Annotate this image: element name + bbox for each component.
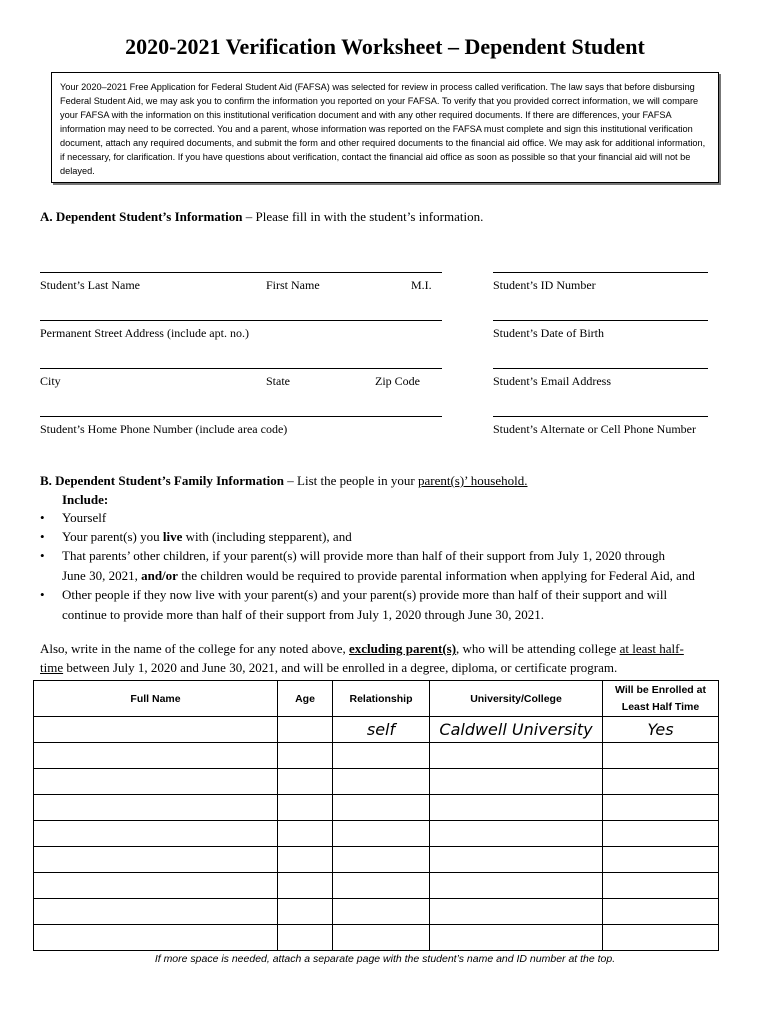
cell-age[interactable]	[278, 821, 333, 847]
cell-enrolled[interactable]	[603, 899, 719, 925]
footer-note: If more space is needed, attach a separate page with the student’s name and ID number at the top.	[154, 953, 616, 965]
home-phone-label: Student’s Home Phone Number (include area code)	[40, 422, 288, 436]
also-line2: time between July 1, 2020 and June 30, 2021, and will be enrolled in a degree, diploma, or certificate program.	[40, 660, 618, 675]
cell-name[interactable]	[34, 925, 278, 951]
section-a-title: Dependent Student’s Information	[55, 209, 243, 224]
family-table	[33, 680, 719, 951]
cell-name[interactable]	[34, 795, 278, 821]
bullet-yourself: Yourself	[62, 510, 107, 525]
cell-name[interactable]	[34, 717, 278, 743]
cell-relationship[interactable]	[333, 769, 430, 795]
cell-name[interactable]	[34, 743, 278, 769]
cell-name[interactable]	[34, 847, 278, 873]
bullet-children-line1: That parents’ other children, if your parent(s) will provide more than half of their support from July 1, 2020 through	[62, 548, 666, 563]
cell-age[interactable]	[278, 925, 333, 951]
bullet-dot: •	[40, 548, 45, 563]
cell-age[interactable]	[278, 847, 333, 873]
intro-box	[51, 72, 719, 183]
section-a-subtext: – Please fill in with the student’s information.	[245, 209, 484, 224]
table-header-row	[34, 681, 719, 717]
cell-enrolled[interactable]	[603, 847, 719, 873]
section-a-letter: A.	[40, 209, 53, 224]
cell-relationship[interactable]	[333, 925, 430, 951]
table-row	[34, 899, 719, 925]
header-enrolled: Will be Enrolled at Least Half Time	[603, 681, 719, 717]
include-label: Include:	[62, 492, 109, 507]
header-full-name: Full Name	[34, 681, 278, 717]
bullet-others-line1: Other people if they now live with your parent(s) and your parent(s) provide more than half of their support and will	[62, 587, 668, 602]
cell-name[interactable]	[34, 899, 278, 925]
header-age: Age	[278, 681, 333, 717]
cell-college[interactable]	[430, 847, 603, 873]
table-row	[34, 769, 719, 795]
address-label: Permanent Street Address (include apt. no.)	[40, 326, 249, 340]
header-college: University/College	[430, 681, 603, 717]
table-row	[34, 717, 719, 743]
section-a-heading	[40, 209, 483, 225]
cell-college[interactable]	[430, 925, 603, 951]
cell-enrolled[interactable]	[603, 925, 719, 951]
cell-age[interactable]	[278, 899, 333, 925]
cell-name[interactable]	[34, 873, 278, 899]
section-b-letter: B.	[40, 473, 52, 488]
header-relationship: Relationship	[333, 681, 430, 717]
city-state-zip-field[interactable]	[40, 368, 442, 369]
email-label: Student’s Email Address	[493, 374, 611, 388]
table-row	[34, 847, 719, 873]
cell-relationship[interactable]	[333, 873, 430, 899]
student-id-field[interactable]	[493, 272, 708, 273]
bullet-others-line2: continue to provide more than half of their support from July 1, 2020 through June 30, 2021.	[62, 607, 545, 622]
home-phone-field[interactable]	[40, 416, 442, 417]
bullet-parents: Your parent(s) you live with (including stepparent), and	[62, 529, 352, 544]
cell-college[interactable]	[430, 769, 603, 795]
cell-enrolled[interactable]	[603, 873, 719, 899]
cell-enrolled[interactable]	[603, 743, 719, 769]
cell-college[interactable]	[430, 743, 603, 769]
cell-enrolled[interactable]: Yes	[603, 717, 719, 743]
last-name-label: Student’s Last Name	[40, 278, 140, 292]
cell-enrolled[interactable]	[603, 795, 719, 821]
page-title: 2020-2021 Verification Worksheet – Dependent Student	[125, 34, 645, 59]
section-b-household-link: parent(s)’ household.	[417, 473, 528, 488]
cell-age[interactable]	[278, 743, 333, 769]
cell-college[interactable]: Caldwell University	[430, 717, 603, 743]
table-row	[34, 873, 719, 899]
last-name-field[interactable]	[40, 272, 442, 273]
cell-relationship[interactable]: self	[333, 717, 430, 743]
table-row	[34, 821, 719, 847]
cell-age[interactable]	[278, 769, 333, 795]
cell-enrolled[interactable]	[603, 821, 719, 847]
cell-college[interactable]	[430, 795, 603, 821]
zip-label: Zip Code	[375, 374, 420, 388]
table-row	[34, 925, 719, 951]
section-b-subtext: – List the people in your	[287, 473, 415, 488]
cell-age[interactable]	[278, 717, 333, 743]
cell-name[interactable]	[34, 821, 278, 847]
cell-college[interactable]	[430, 873, 603, 899]
student-id-label: Student’s ID Number	[493, 278, 596, 292]
bullet-children-line2: June 30, 2021, and/or the children would be required to provide parental information when applying for Federal Aid, and	[62, 568, 695, 583]
city-label: City	[40, 374, 61, 388]
dob-field[interactable]	[493, 320, 708, 321]
intro-text: Your 2020–2021 Free Application for Federal Student Aid (FAFSA) was selected for review in process called verification. The law says that before disbursing Federal Student Aid, we may ask you to confirm the information you reported on your FAFSA. To verify that you provided correct information, we will compare your FAFSA with the information on this institutional verification document and with any other required documents. If there are differences, your FAFSA information may need to be corrected. You and a parent, whose information was reported on the FAFSA must complete and sign this institutional verification document, attach any required documents, and submit the form and other required documents to the financial aid office. We may ask for additional information, if necessary, for clarification. If you have questions about verification, contact the financial aid office as soon as possible so that your financial aid will not be delayed.	[60, 82, 706, 176]
cell-relationship[interactable]	[333, 899, 430, 925]
cell-college[interactable]	[430, 821, 603, 847]
cell-college[interactable]	[430, 899, 603, 925]
cell-name[interactable]	[34, 769, 278, 795]
alt-phone-label: Student’s Alternate or Cell Phone Number	[493, 422, 696, 436]
cell-relationship[interactable]	[333, 821, 430, 847]
mi-label: M.I.	[411, 278, 432, 292]
cell-enrolled[interactable]	[603, 769, 719, 795]
dob-label: Student’s Date of Birth	[493, 326, 604, 340]
cell-age[interactable]	[278, 795, 333, 821]
also-line1: Also, write in the name of the college for any noted above, excluding parent(s), who will be attending college at least half-	[40, 641, 684, 656]
cell-relationship[interactable]	[333, 847, 430, 873]
cell-relationship[interactable]	[333, 743, 430, 769]
table-row	[34, 743, 719, 769]
bullet-dot: •	[40, 529, 45, 544]
cell-relationship[interactable]	[333, 795, 430, 821]
first-name-label: First Name	[266, 278, 320, 292]
bullet-dot: •	[40, 510, 45, 525]
alt-phone-field[interactable]	[493, 416, 708, 417]
state-label: State	[266, 374, 290, 388]
section-b-title: Dependent Student’s Family Information	[55, 473, 285, 488]
section-b-heading	[40, 473, 527, 489]
cell-age[interactable]	[278, 873, 333, 899]
address-field[interactable]	[40, 320, 442, 321]
email-field[interactable]	[493, 368, 708, 369]
bullet-dot: •	[40, 587, 45, 602]
table-row	[34, 795, 719, 821]
